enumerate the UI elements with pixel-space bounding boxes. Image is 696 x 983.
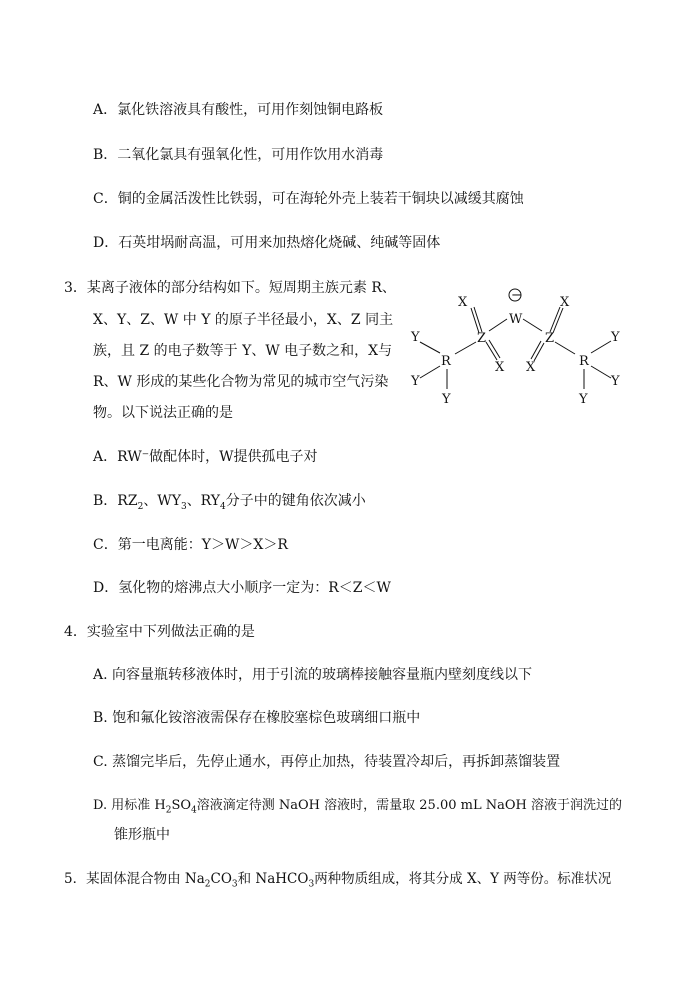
q3-stem-line-5: 物。以下说法正确的是 (93, 405, 233, 421)
atom-y-right-top: Y (611, 330, 620, 345)
q4-stem: 4．实验室中下列做法正确的是 (64, 624, 255, 640)
q3-option-d: D．氢化物的熔沸点大小顺序一定为：R＜Z＜W (93, 580, 391, 596)
atom-y-right-bottom: Y (611, 374, 620, 389)
q2-option-c: C．铜的金属活泼性比铁弱，可在海轮外壳上装若干铜块以减缓其腐蚀 (93, 191, 524, 207)
charge-sign: − (511, 288, 522, 303)
q3-stem-line-1: 3．某离子液体的部分结构如下。短周期主族元素 R、 (64, 280, 396, 296)
atom-x-top-right: X (560, 295, 570, 310)
q4-option-d: D. 用标准 $H_2SO_4$溶液滴定待测 NaOH 溶液时，需量取 25.00 mL NaOH 溶液于润洗过的 (93, 798, 622, 816)
q4-option-d-continuation: 锥形瓶中 (114, 827, 170, 843)
q3-stem-line-3: 族，且 Z 的电子数等于 Y、W 电子数之和，X与 (93, 343, 393, 359)
atom-x-bottom-left: X (495, 360, 505, 375)
atom-z-right: Z (545, 331, 555, 346)
atom-y-left-top: Y (411, 330, 420, 345)
q4-option-a: A. 向容量瓶转移液体时，用于引流的玻璃棒接触容量瓶内壁刻度线以下 (93, 667, 533, 683)
q2-option-d: D．石英坩埚耐高温，可用来加热熔化烧碱、纯碱等固体 (93, 235, 441, 251)
q2-option-b: B．二氧化氯具有强氧化性，可用作饮用水消毒 (93, 147, 384, 163)
atom-y-left-down: Y (442, 392, 451, 407)
atom-y-left-bottom: Y (411, 374, 420, 389)
q3-number: 3． (64, 280, 87, 296)
atom-x-top-left: X (458, 295, 468, 310)
q4-number: 4． (64, 624, 87, 640)
atom-r-right: R (579, 354, 589, 369)
q4-option-b: B. 饱和氟化铵溶液需保存在橡胶塞棕色玻璃细口瓶中 (93, 710, 421, 726)
atom-y-right-down: Y (579, 392, 588, 407)
q5-stem: 5．某固体混合物由 $Na_2CO_3$和 NaHCO$_3$两种物质组成，将其分成 X、Y 两等份。标准状况 (64, 871, 612, 890)
atom-r-left: R (441, 354, 451, 369)
q3-stem-line-4: R、W 形成的某些化合物为常见的城市空气污染 (93, 374, 389, 390)
q3-structure-diagram (395, 283, 640, 413)
q3-stem-line-2: X、Y、Z、W 中 Y 的原子半径最小，X、Z 同主 (93, 312, 394, 328)
q3-option-a: A．RW⁻做配体时，W提供孤电子对 (93, 449, 318, 465)
q2-option-a: A．氯化铁溶液具有酸性，可用作刻蚀铜电路板 (93, 102, 384, 118)
atom-w: W (509, 312, 523, 327)
q4-option-c: C. 蒸馏完毕后，先停止通水，再停止加热，待装置冷却后，再拆卸蒸馏装置 (93, 754, 561, 770)
q3-option-b: B．$RZ_2$、$WY_3$、$RY_4$分子中的键角依次减小 (93, 493, 366, 512)
q3-option-c: C．第一电离能：Y＞W＞X＞R (93, 537, 288, 553)
atom-x-bottom-right: X (526, 360, 536, 375)
atom-z-left: Z (477, 331, 487, 346)
q5-number: 5． (64, 871, 87, 887)
